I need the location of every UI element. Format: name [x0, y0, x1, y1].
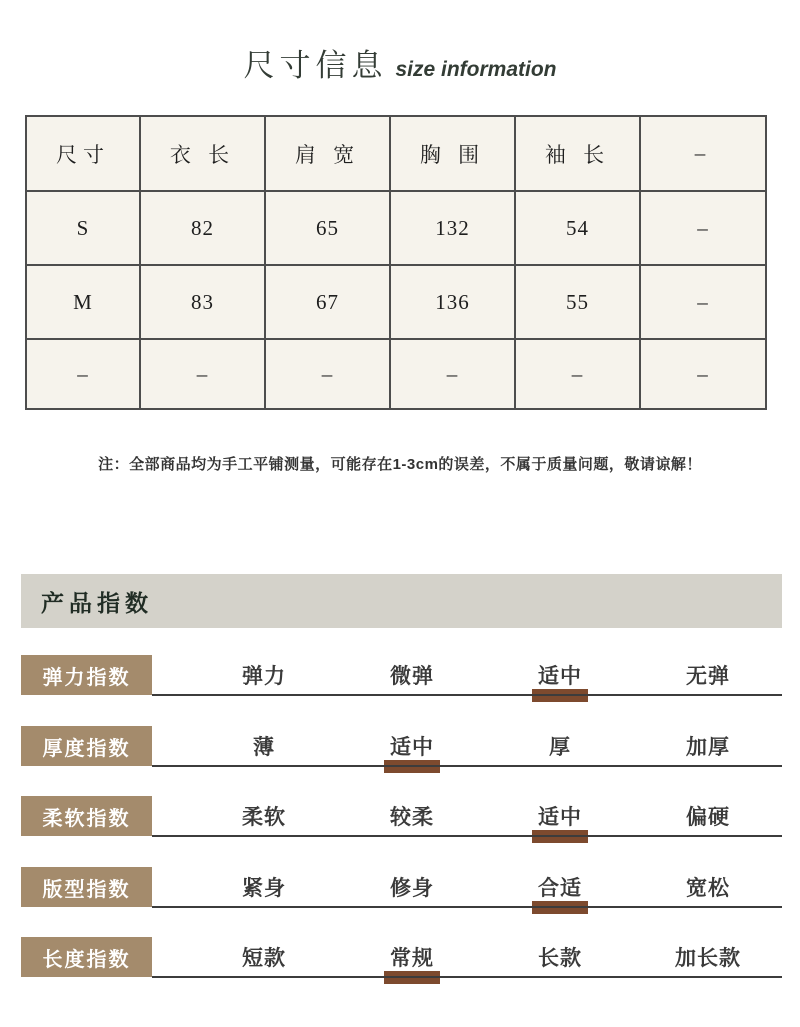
index-row-label: 版型指数 — [21, 867, 152, 907]
index-option: 常规 — [338, 937, 486, 977]
size-table-header-row — [26, 116, 766, 191]
size-table-cell: – — [26, 339, 140, 409]
row-divider — [152, 906, 782, 908]
page-title-chinese: 尺寸信息 — [243, 48, 388, 83]
index-option: 无弹 — [686, 665, 730, 688]
index-option: 微弹 — [390, 665, 434, 688]
product-index-section-header — [21, 574, 782, 628]
size-table — [25, 115, 767, 410]
index-row-fit — [21, 867, 782, 907]
index-options — [190, 796, 782, 836]
size-table-row-empty — [26, 339, 766, 409]
size-table-cell: 65 — [265, 191, 390, 265]
index-options — [190, 726, 782, 766]
index-option: 较柔 — [390, 806, 434, 829]
index-option: 适中 — [338, 726, 486, 766]
size-table-cell: – — [390, 339, 515, 409]
index-option: 宽松 — [686, 877, 730, 900]
index-option: 修身 — [390, 877, 434, 900]
page-title-english: size information — [395, 58, 557, 81]
size-table-cell: – — [265, 339, 390, 409]
index-option: 合适 — [486, 867, 634, 907]
index-row-thickness — [21, 726, 782, 766]
index-option: 厚 — [549, 736, 571, 759]
index-row-elasticity — [21, 655, 782, 695]
size-table-cell: 67 — [265, 265, 390, 339]
index-option: 加厚 — [686, 736, 730, 759]
size-table-row-s — [26, 191, 766, 265]
size-table-header-cell: 尺寸 — [26, 116, 140, 191]
size-table-cell: – — [640, 265, 766, 339]
size-table-header-cell: 肩 宽 — [265, 116, 390, 191]
index-row-label: 长度指数 — [21, 937, 152, 977]
size-table-cell: – — [515, 339, 640, 409]
index-row-label: 厚度指数 — [21, 726, 152, 766]
measurement-note: 注：全部商品均为手工平铺测量，可能存在1-3cm的误差，不属于质量问题，敬请谅解！ — [98, 456, 702, 473]
index-row-label: 弹力指数 — [21, 655, 152, 695]
size-table-row-m — [26, 265, 766, 339]
index-row-label: 柔软指数 — [21, 796, 152, 836]
index-option: 短款 — [242, 947, 286, 970]
index-option: 适中 — [486, 796, 634, 836]
size-table-cell: S — [26, 191, 140, 265]
size-table-header-cell: 衣 长 — [140, 116, 265, 191]
index-option: 偏硬 — [686, 806, 730, 829]
index-options — [190, 937, 782, 977]
index-option: 适中 — [486, 655, 634, 695]
index-option: 加长款 — [675, 947, 741, 970]
index-options — [190, 655, 782, 695]
size-table-cell: – — [140, 339, 265, 409]
index-option: 长款 — [538, 947, 582, 970]
size-table-cell: – — [640, 339, 766, 409]
size-table-header-cell: – — [640, 116, 766, 191]
row-divider — [152, 765, 782, 767]
size-table-cell: 132 — [390, 191, 515, 265]
product-index-section-title: 产品指数 — [41, 589, 153, 616]
index-options — [190, 867, 782, 907]
row-divider — [152, 976, 782, 978]
size-table-cell: 136 — [390, 265, 515, 339]
size-table-cell: 55 — [515, 265, 640, 339]
row-divider — [152, 835, 782, 837]
size-table-cell: – — [640, 191, 766, 265]
index-option: 弹力 — [242, 665, 286, 688]
size-table-cell: 83 — [140, 265, 265, 339]
index-option: 柔软 — [242, 806, 286, 829]
index-option: 紧身 — [242, 877, 286, 900]
index-row-length — [21, 937, 782, 977]
size-table-header-cell: 胸 围 — [390, 116, 515, 191]
index-row-softness — [21, 796, 782, 836]
size-table-cell: 54 — [515, 191, 640, 265]
page-title — [0, 40, 800, 85]
size-table-header-cell: 袖 长 — [515, 116, 640, 191]
size-table-cell: 82 — [140, 191, 265, 265]
index-option: 薄 — [253, 736, 275, 759]
size-table-cell: M — [26, 265, 140, 339]
row-divider — [152, 694, 782, 696]
